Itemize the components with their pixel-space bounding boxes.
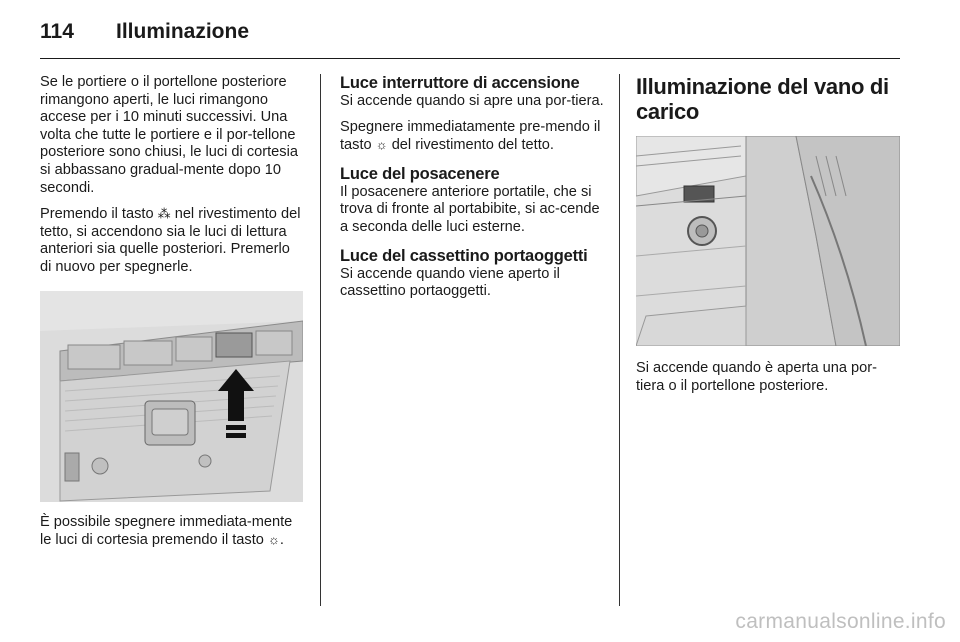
watermark: carmanualsonline.info	[735, 610, 946, 633]
reading-light-icon: ⁂	[157, 206, 171, 222]
section-title: Illuminazione del vano di carico	[636, 74, 889, 124]
section-heading: Luce del posacenere	[340, 164, 500, 183]
column-divider	[619, 74, 620, 606]
section-glovebox-light	[340, 247, 604, 301]
paragraph: Si accende quando si apre una por-tiera.	[340, 93, 604, 109]
section-ignition-light	[340, 74, 604, 155]
courtesy-light-icon: ☼	[267, 532, 280, 548]
section-heading: Luce interruttore di accensione	[340, 74, 580, 92]
page-title: Illuminazione	[116, 20, 250, 43]
column-right	[636, 74, 904, 403]
cargo-area-illustration	[636, 136, 900, 346]
paragraph: Premendo il tasto ⁂ nel rivestimento del tetto, si accendono sia le luci di lettura anteriori sia quelle posteriori. Premerlo di nuovo per spegnerle.	[40, 206, 301, 275]
page-header	[40, 18, 900, 59]
paragraph: Il posacenere anteriore portatile, che si trova di fronte al portabibite, si ac-cende a seconda delle luci esterne.	[340, 183, 600, 235]
section-ashtray-light	[340, 165, 604, 237]
paragraph: Se le portiere o il portellone posteriore rimangono aperti, le luci rimangono accese per i 10 minuti successivi. Una volta che tutte le portiere e il por-tellone posteriore sono chiusi, le luci di cortesia si abbassano gradual-mente dopo 10 secondi.	[40, 74, 298, 196]
paragraph: È possibile spegnere immediata-mente le luci di cortesia premendo il tasto ☼.	[40, 513, 293, 549]
paragraph: Si accende quando viene aperto il cassettino portaoggetti.	[340, 265, 560, 300]
courtesy-light-icon: ☼	[375, 137, 388, 153]
roof-console-illustration	[40, 291, 303, 502]
column-divider	[320, 74, 321, 606]
page-number: 114	[40, 20, 74, 43]
paragraph: Spegnere immediatamente pre-mendo il tasto ☼ del rivestimento del tetto.	[340, 118, 601, 154]
column-left	[40, 74, 304, 558]
paragraph: Si accende quando è aperta una por-tiera o il portellone posteriore.	[636, 360, 877, 394]
section-heading: Luce del cassettino portaoggetti	[340, 246, 588, 265]
column-middle	[340, 74, 604, 311]
